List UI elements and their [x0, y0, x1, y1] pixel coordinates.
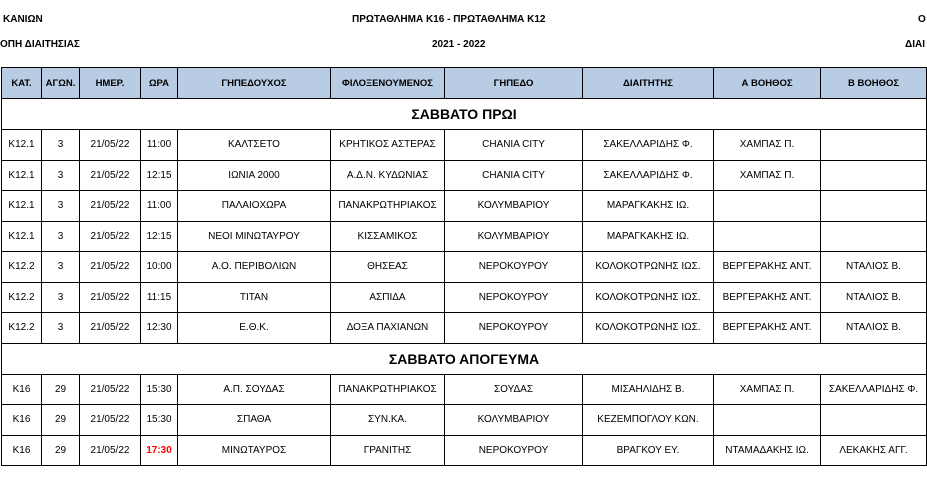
column-header: ΗΜΕΡ. [80, 68, 141, 99]
assistant-a-cell [714, 191, 821, 222]
season-label: 2021 - 2022 [432, 39, 486, 50]
venue-cell: ΣΟΥΔΑΣ [445, 374, 583, 405]
away-team-cell: ΠΑΝΑΚΡΩΤΗΡΙΑΚΟΣ [331, 374, 445, 405]
assistant-b-cell: ΛΕΚΑΚΗΣ ΑΓΓ. [821, 435, 927, 466]
away-team-cell: ΠΑΝΑΚΡΩΤΗΡΙΑΚΟΣ [331, 191, 445, 222]
table-row [2, 191, 927, 222]
table-row [2, 405, 927, 436]
date-cell: 21/05/22 [80, 252, 141, 283]
category-cell: Κ12.1 [2, 221, 42, 252]
away-team-cell: Α.Δ.Ν. ΚΥΔΩΝΙΑΣ [331, 160, 445, 191]
category-cell: Κ12.1 [2, 191, 42, 222]
time-cell: 17:30 [141, 435, 178, 466]
away-team-cell: ΑΣΠΙΔΑ [331, 282, 445, 313]
home-team-cell: ΠΑΛΑΙΟΧΩΡΑ [178, 191, 331, 222]
column-header: Β ΒΟΗΘΟΣ [821, 68, 927, 99]
game-number-cell: 3 [42, 221, 80, 252]
venue-cell: ΚΟΛΥΜΒΑΡΙΟΥ [445, 405, 583, 436]
assistant-b-cell: ΝΤΑΛΙΟΣ Β. [821, 282, 927, 313]
section-header-row [2, 343, 927, 374]
org-committee-fragment: ΟΠΗ ΔΙΑΙΤΗΣΙΑΣ [0, 39, 80, 50]
away-team-cell: ΚΙΣΣΑΜΙΚΟΣ [331, 221, 445, 252]
home-team-cell: Ε.Θ.Κ. [178, 313, 331, 344]
assistant-a-cell: ΧΑΜΠΑΣ Π. [714, 130, 821, 161]
category-cell: Κ12.2 [2, 252, 42, 283]
category-cell: Κ12.1 [2, 160, 42, 191]
time-cell: 15:30 [141, 405, 178, 436]
table-row [2, 221, 927, 252]
section-header-row [2, 99, 927, 130]
referee-cell: ΒΡΑΓΚΟΥ ΕΥ. [583, 435, 714, 466]
time-cell: 11:00 [141, 191, 178, 222]
venue-cell: ΚΟΛΥΜΒΑΡΙΟΥ [445, 221, 583, 252]
away-team-cell: ΔΟΞΑ ΠΑΧΙΑΝΩΝ [331, 313, 445, 344]
page-title: ΠΡΩΤΑΘΛΗΜΑ Κ16 - ΠΡΩΤΑΘΛΗΜΑ Κ12 [352, 14, 546, 25]
category-cell: Κ12.2 [2, 313, 42, 344]
org-name-fragment: ΚΑΝΙΩΝ [3, 14, 43, 25]
column-header: ΓΗΠΕΔΟΥΧΟΣ [178, 68, 331, 99]
time-cell: 15:30 [141, 374, 178, 405]
date-cell: 21/05/22 [80, 130, 141, 161]
table-row [2, 160, 927, 191]
time-cell: 11:00 [141, 130, 178, 161]
table-row [2, 282, 927, 313]
referee-cell: ΚΟΛΟΚΟΤΡΩΝΗΣ ΙΩΣ. [583, 252, 714, 283]
referee-cell: ΚΟΛΟΚΟΤΡΩΝΗΣ ΙΩΣ. [583, 313, 714, 344]
home-team-cell: ΣΠΑΘΑ [178, 405, 331, 436]
game-number-cell: 3 [42, 130, 80, 161]
column-header: ΓΗΠΕΔΟ [445, 68, 583, 99]
date-cell: 21/05/22 [80, 191, 141, 222]
time-cell: 12:15 [141, 221, 178, 252]
assistant-a-cell [714, 221, 821, 252]
referee-cell: ΣΑΚΕΛΛΑΡΙΔΗΣ Φ. [583, 160, 714, 191]
column-header: ΚΑΤ. [2, 68, 42, 99]
home-team-cell: Α.Π. ΣΟΥΔΑΣ [178, 374, 331, 405]
game-number-cell: 3 [42, 160, 80, 191]
venue-cell: ΝΕΡΟΚΟΥΡΟΥ [445, 252, 583, 283]
venue-cell: ΝΕΡΟΚΟΥΡΟΥ [445, 435, 583, 466]
venue-cell: ΚΟΛΥΜΒΑΡΙΟΥ [445, 191, 583, 222]
game-number-cell: 29 [42, 374, 80, 405]
column-header: ΦΙΛΟΞΕΝΟΥΜΕΝΟΣ [331, 68, 445, 99]
home-team-cell: ΚΑΛΤΣΕΤΟ [178, 130, 331, 161]
time-cell: 11:15 [141, 282, 178, 313]
assistant-b-cell: ΝΤΑΛΙΟΣ Β. [821, 252, 927, 283]
assistant-a-cell: ΒΕΡΓΕΡΑΚΗΣ ΑΝΤ. [714, 252, 821, 283]
assistant-b-cell: ΝΤΑΛΙΟΣ Β. [821, 313, 927, 344]
table-row [2, 435, 927, 466]
section-title: ΣΑΒΒΑΤΟ ΠΡΩΙ [2, 99, 927, 130]
referee-cell: ΚΕΖΕΜΠΟΓΛΟΥ ΚΩΝ. [583, 405, 714, 436]
category-cell: Κ16 [2, 435, 42, 466]
time-cell: 12:30 [141, 313, 178, 344]
game-number-cell: 3 [42, 252, 80, 283]
assistant-a-cell: ΒΕΡΓΕΡΑΚΗΣ ΑΝΤ. [714, 313, 821, 344]
right-header-fragment-1: Ο [918, 14, 926, 25]
venue-cell: CHANIA CITY [445, 160, 583, 191]
date-cell: 21/05/22 [80, 435, 141, 466]
home-team-cell: ΜΙΝΩΤΑΥΡΟΣ [178, 435, 331, 466]
date-cell: 21/05/22 [80, 282, 141, 313]
home-team-cell: Α.Ο. ΠΕΡΙΒΟΛΙΩΝ [178, 252, 331, 283]
assistant-b-cell [821, 221, 927, 252]
referee-cell: ΜΙΣΑΗΛΙΔΗΣ Β. [583, 374, 714, 405]
category-cell: Κ12.1 [2, 130, 42, 161]
assistant-a-cell: ΒΕΡΓΕΡΑΚΗΣ ΑΝΤ. [714, 282, 821, 313]
date-cell: 21/05/22 [80, 405, 141, 436]
assistant-b-cell [821, 191, 927, 222]
category-cell: Κ16 [2, 374, 42, 405]
date-cell: 21/05/22 [80, 313, 141, 344]
home-team-cell: ΝΕΟΙ ΜΙΝΩΤΑΥΡΟΥ [178, 221, 331, 252]
referee-cell: ΣΑΚΕΛΛΑΡΙΔΗΣ Φ. [583, 130, 714, 161]
schedule-table [1, 67, 927, 466]
referee-cell: ΚΟΛΟΚΟΤΡΩΝΗΣ ΙΩΣ. [583, 282, 714, 313]
home-team-cell: ΙΩΝΙΑ 2000 [178, 160, 331, 191]
game-number-cell: 3 [42, 313, 80, 344]
referee-cell: ΜΑΡΑΓΚΑΚΗΣ ΙΩ. [583, 221, 714, 252]
assistant-a-cell: ΧΑΜΠΑΣ Π. [714, 374, 821, 405]
away-team-cell: ΚΡΗΤΙΚΟΣ ΑΣΤΕΡΑΣ [331, 130, 445, 161]
assistant-b-cell [821, 160, 927, 191]
game-number-cell: 3 [42, 282, 80, 313]
assistant-b-cell: ΣΑΚΕΛΛΑΡΙΔΗΣ Φ. [821, 374, 927, 405]
home-team-cell: ΤΙΤΑΝ [178, 282, 331, 313]
table-header-row [2, 68, 927, 99]
category-cell: Κ12.2 [2, 282, 42, 313]
column-header: ΩΡΑ [141, 68, 178, 99]
table-row [2, 313, 927, 344]
table-row [2, 130, 927, 161]
away-team-cell: ΘΗΣΕΑΣ [331, 252, 445, 283]
time-cell: 10:00 [141, 252, 178, 283]
column-header: ΑΓΩΝ. [42, 68, 80, 99]
time-cell: 12:15 [141, 160, 178, 191]
date-cell: 21/05/22 [80, 221, 141, 252]
assistant-a-cell [714, 405, 821, 436]
column-header: Α ΒΟΗΘΟΣ [714, 68, 821, 99]
assistant-a-cell: ΝΤΑΜΑΔΑΚΗΣ ΙΩ. [714, 435, 821, 466]
game-number-cell: 29 [42, 435, 80, 466]
referee-cell: ΜΑΡΑΓΚΑΚΗΣ ΙΩ. [583, 191, 714, 222]
venue-cell: ΝΕΡΟΚΟΥΡΟΥ [445, 282, 583, 313]
venue-cell: CHANIA CITY [445, 130, 583, 161]
date-cell: 21/05/22 [80, 374, 141, 405]
right-header-fragment-2: ΔΙΑΙ [905, 39, 925, 50]
date-cell: 21/05/22 [80, 160, 141, 191]
section-title: ΣΑΒΒΑΤΟ ΑΠΟΓΕΥΜΑ [2, 343, 927, 374]
away-team-cell: ΣΥΝ.ΚΑ. [331, 405, 445, 436]
game-number-cell: 29 [42, 405, 80, 436]
table-row [2, 374, 927, 405]
table-row [2, 252, 927, 283]
game-number-cell: 3 [42, 191, 80, 222]
venue-cell: ΝΕΡΟΚΟΥΡΟΥ [445, 313, 583, 344]
assistant-b-cell [821, 130, 927, 161]
away-team-cell: ΓΡΑΝΙΤΗΣ [331, 435, 445, 466]
column-header: ΔΙΑΙΤΗΤΗΣ [583, 68, 714, 99]
category-cell: Κ16 [2, 405, 42, 436]
assistant-b-cell [821, 405, 927, 436]
assistant-a-cell: ΧΑΜΠΑΣ Π. [714, 160, 821, 191]
